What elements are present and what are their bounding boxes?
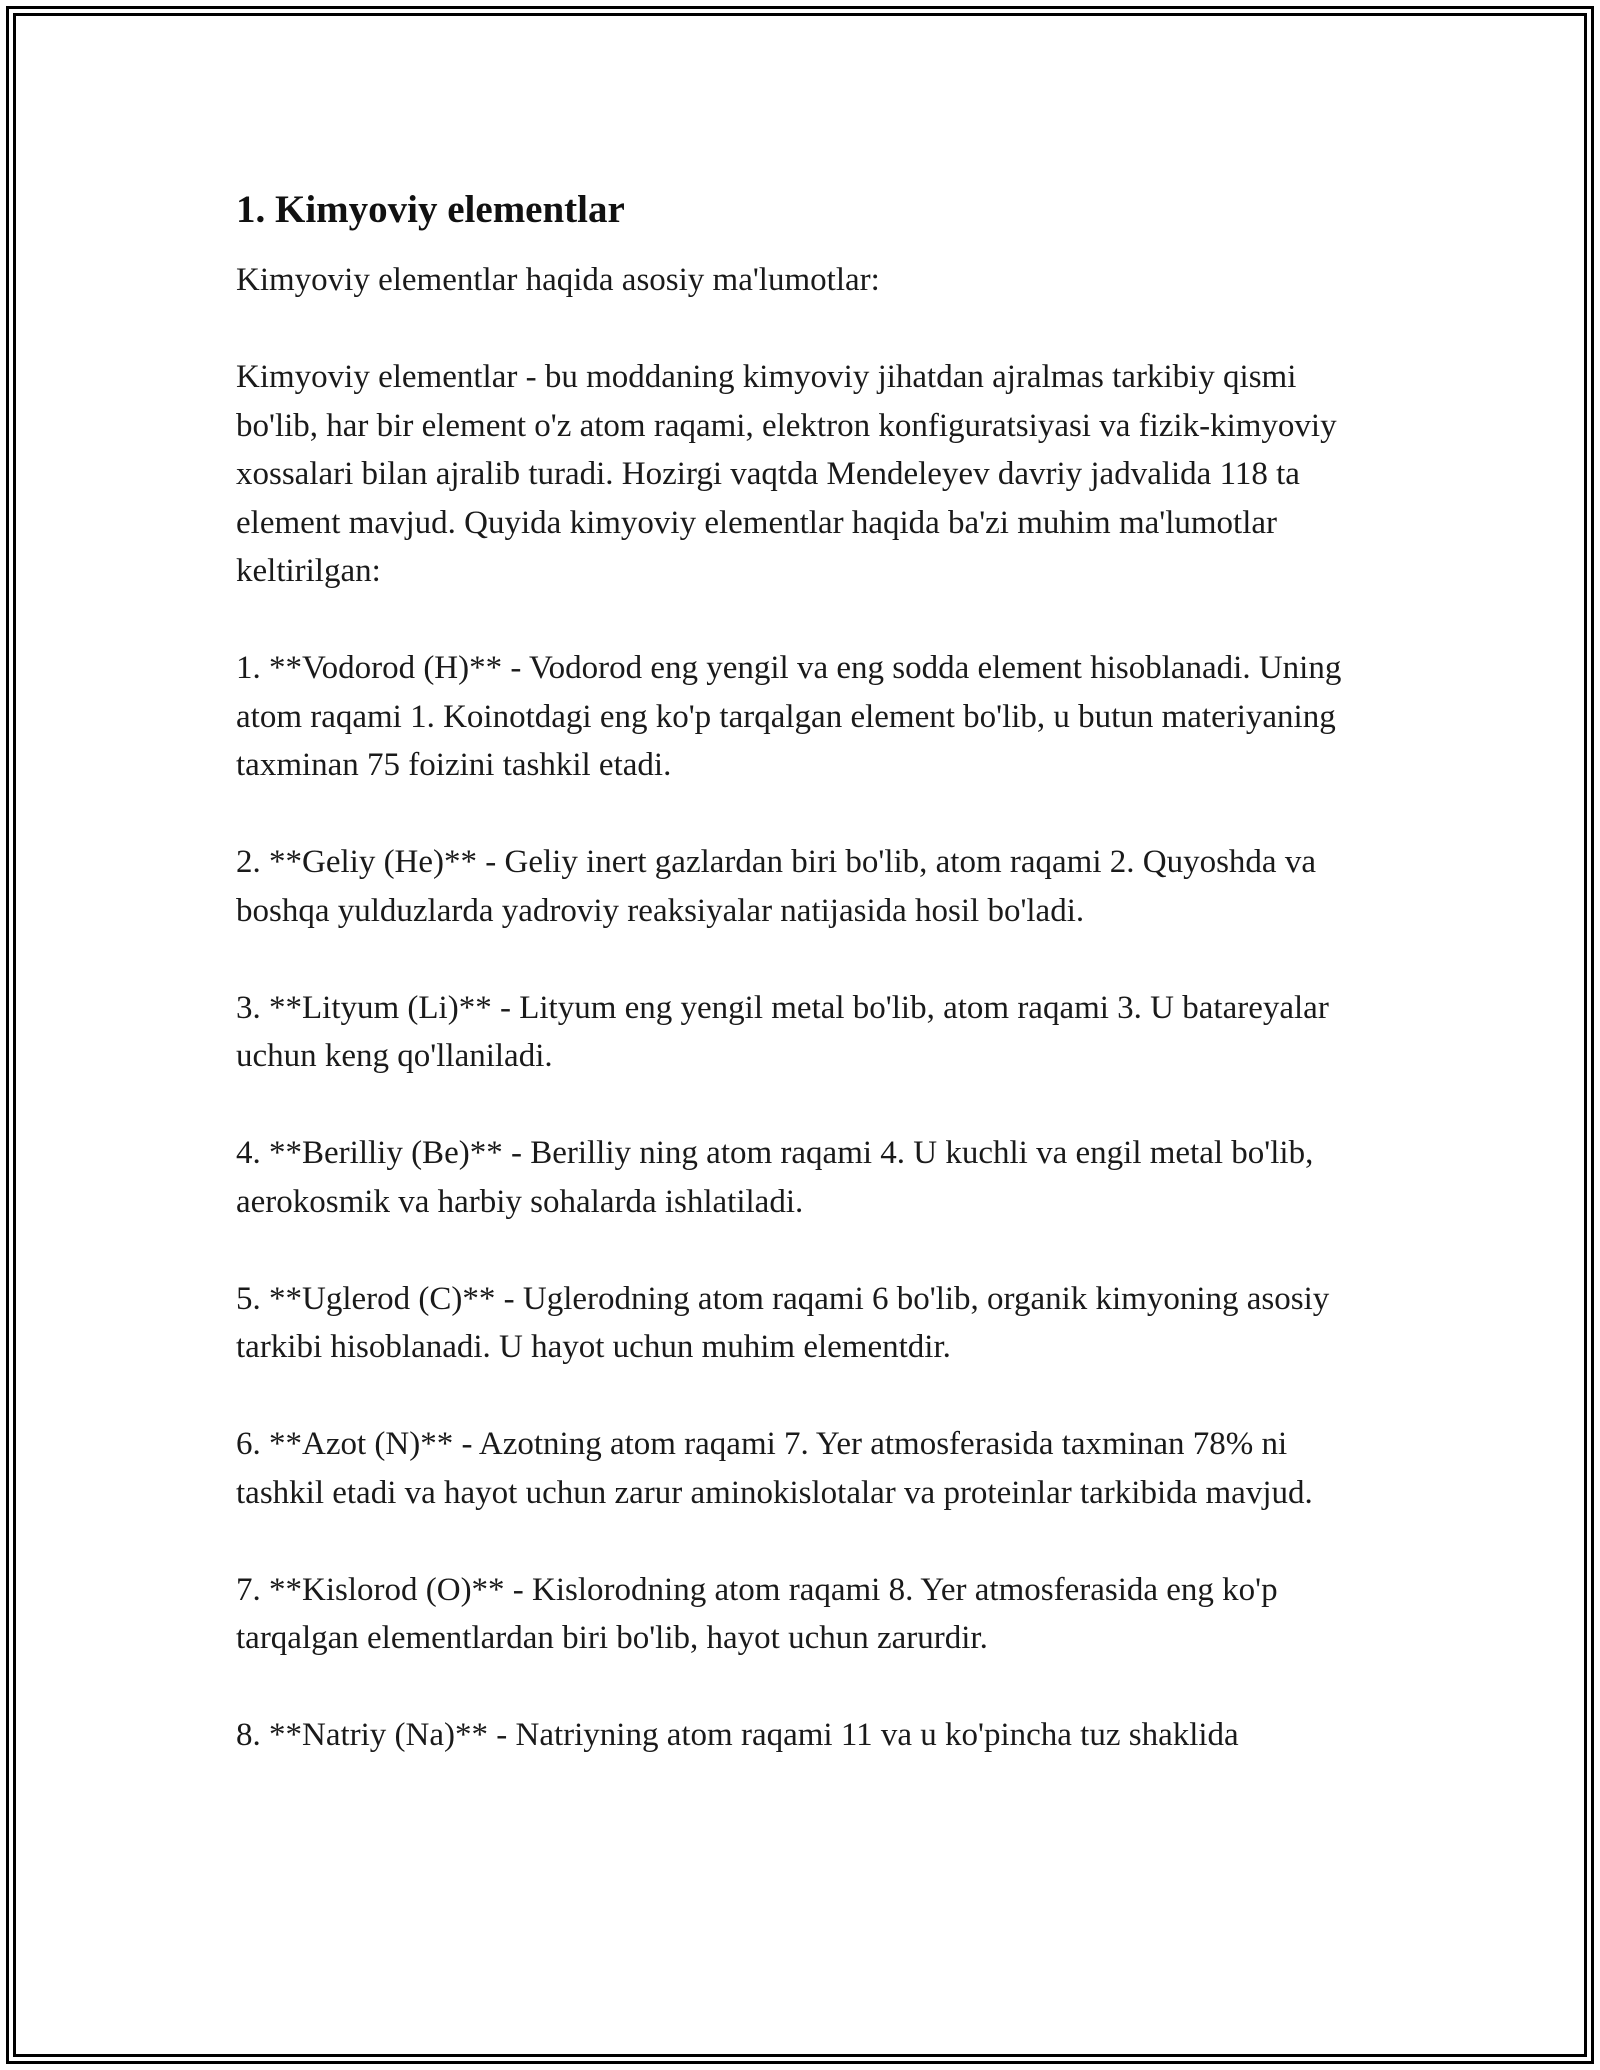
element-item-nitrogen: 6. **Azot (N)** - Azotning atom raqami 7. Yer atmosferasida taxminan 78% ni tashkil etadi va hayot uchun zarur aminokislotalar va proteinlar tarkibida mavjud. bbox=[236, 1426, 1313, 1511]
definition-paragraph: Kimyoviy elementlar - bu moddaning kimyoviy jihatdan ajralmas tarkibiy qismi bo'lib, har bir element o'z atom raqami, elektron konfiguratsiyasi va fizik-kimyoviy xossalari bilan ajralib turadi. Hozirgi vaqtda Mendeleyev davriy jadvalida 118 ta element mavjud. Quyida kimyoviy elementlar haqida ba'zi muhim ma'lumotlar keltirilgan: bbox=[236, 359, 1337, 589]
document-body bbox=[236, 186, 1376, 1760]
intro-line: Kimyoviy elementlar haqida asosiy ma'lumotlar: bbox=[236, 262, 880, 298]
paragraph-spacer bbox=[236, 1517, 1376, 1566]
element-item-carbon: 5. **Uglerod (C)** - Uglerodning atom raqami 6 bo'lib, organik kimyoning asosiy tarkibi hisoblanadi. U hayot uchun muhim elementdir. bbox=[236, 1280, 1330, 1365]
paragraph-spacer bbox=[236, 596, 1376, 645]
paragraph-spacer bbox=[236, 305, 1376, 354]
paragraph-spacer bbox=[236, 1663, 1376, 1712]
element-item-oxygen: 7. **Kislorod (O)** - Kislorodning atom raqami 8. Yer atmosferasida eng ko'p tarqalgan elementlardan biri bo'lib, hayot uchun zarurdir. bbox=[236, 1571, 1278, 1656]
element-item-sodium: 8. **Natriy (Na)** - Natriyning atom raqami 11 va u ko'pincha tuz shaklida bbox=[236, 1717, 1239, 1753]
element-item-lithium: 3. **Lityum (Li)** - Lityum eng yengil metal bo'lib, atom raqami 3. U batareyalar uchun keng qo'llaniladi. bbox=[236, 989, 1329, 1074]
paragraph-spacer bbox=[236, 790, 1376, 839]
paragraph-spacer bbox=[236, 1372, 1376, 1421]
element-item-beryllium: 4. **Berilliy (Be)** - Berilliy ning atom raqami 4. U kuchli va engil metal bo'lib, aerokosmik va harbiy sohalarda ishlatiladi. bbox=[236, 1135, 1314, 1220]
paragraph-spacer bbox=[236, 1226, 1376, 1275]
element-item-helium: 2. **Geliy (He)** - Geliy inert gazlardan biri bo'lib, atom raqami 2. Quyoshda va boshqa yulduzlarda yadroviy reaksiyalar natijasida hosil bo'ladi. bbox=[236, 844, 1316, 929]
section-title: 1. Kimyoviy elementlar bbox=[236, 188, 625, 231]
paragraph-spacer bbox=[236, 935, 1376, 984]
element-item-hydrogen: 1. **Vodorod (H)** - Vodorod eng yengil va eng sodda element hisoblanadi. Uning atom raqami 1. Koinotdagi eng ko'p tarqalgan element bo'lib, u butun materiyaning taxminan 75 foizini tashkil etadi. bbox=[236, 650, 1342, 783]
paragraph-spacer bbox=[236, 1081, 1376, 1130]
